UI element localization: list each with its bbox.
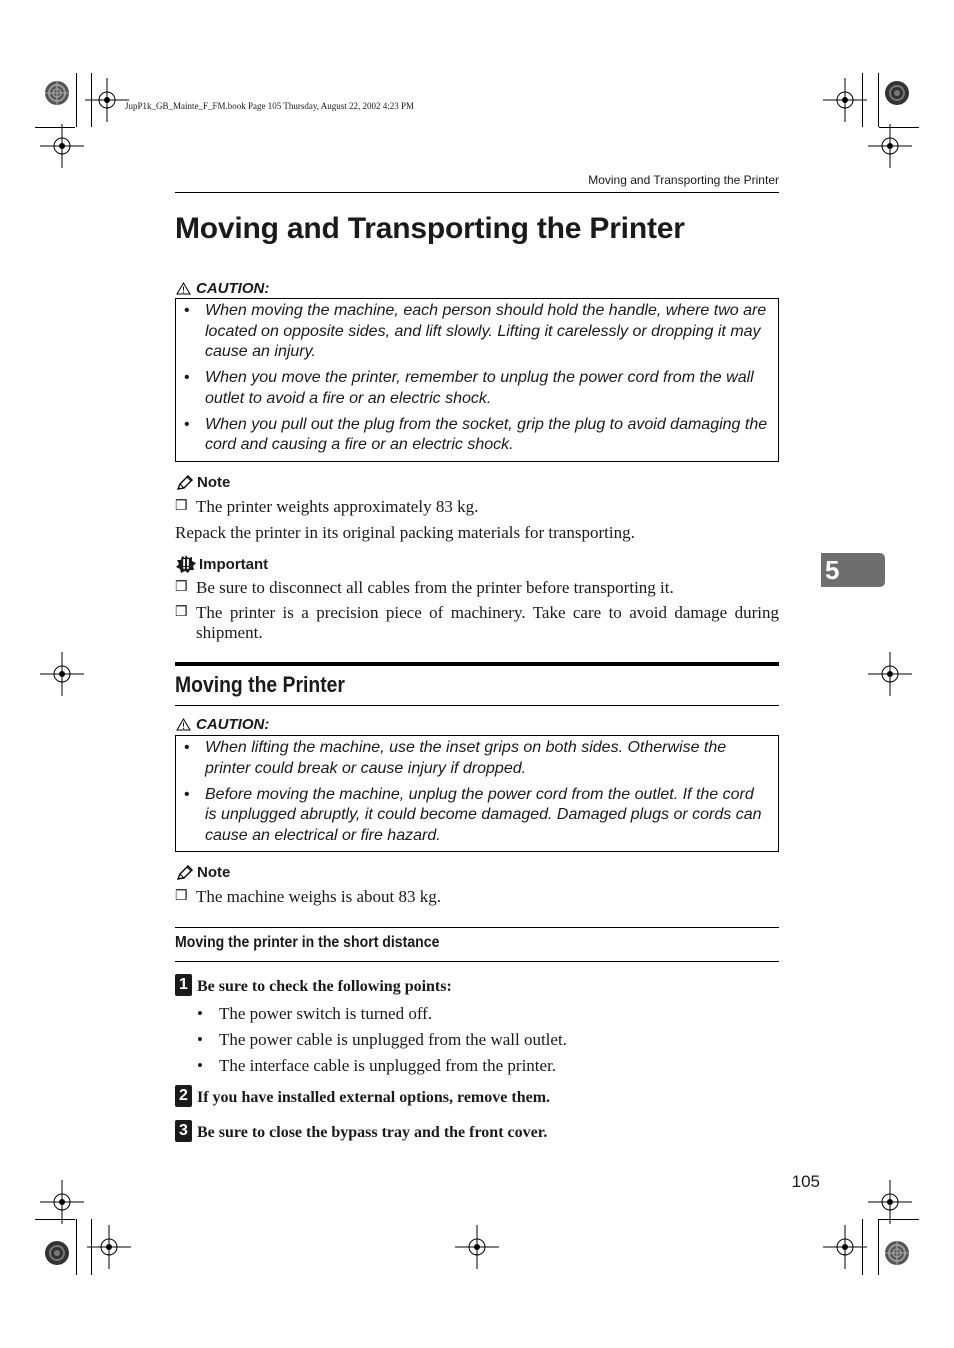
note-label [176,474,230,491]
caution-label [176,280,269,297]
note-item-text: The machine weighs is about 83 kg. [196,887,442,906]
header-rule [175,192,779,193]
crosshair-icon [868,652,912,696]
important-label [176,555,268,573]
important-item-text: The printer is a precision piece of machinery. Take care to avoid damage during shipment. [196,603,779,642]
caution-box [175,298,779,462]
crosshair-icon [455,1225,499,1269]
crosshair-icon [87,1225,131,1269]
caution-box [175,735,779,852]
checkbox-icon: ❒ [175,605,188,620]
warning-triangle-icon [176,718,191,731]
caution-item-text: When lifting the machine, use the inset grips on both sides. Otherwise the printer could break or cause injury if dropped. [205,739,727,777]
bullet: • [184,369,190,386]
crosshair-icon [40,124,84,168]
checkbox-icon: ❒ [175,580,188,595]
caution-item-text: When moving the machine, each person should hold the handle, where two are located on opposite sides, and lift slowly. Lifting it carelessly or dropping it may cause an injury. [205,302,767,360]
crosshair-icon [823,1225,867,1269]
section-rule [175,662,779,666]
step-3 [175,1120,547,1142]
section-rule [175,705,779,706]
bullet: • [184,302,190,319]
pencil-icon [176,475,194,491]
step-number-badge: 3 [175,1120,192,1142]
bullet: • [197,1004,203,1023]
note-item [175,497,779,517]
checkbox-icon: ❒ [175,499,188,514]
checkbox-icon: ❒ [175,889,188,904]
important-item [175,603,779,643]
note-label [176,864,230,881]
step-text: Be sure to close the bypass tray and the front cover. [197,1124,548,1141]
step-number-badge: 1 [175,974,192,996]
caution-item [184,785,768,847]
crosshair-icon [40,652,84,696]
registration-disc-icon [44,80,70,106]
step-bullet-text: The interface cable is unplugged from the printer. [219,1056,557,1075]
crosshair-icon [85,78,129,122]
page-number: 105 [791,1172,820,1191]
caution-item [184,738,768,779]
running-header: Moving and Transporting the Printer [588,173,779,187]
step-bullet-item [197,1004,432,1024]
caution-item [184,368,768,409]
page-title: Moving and Transporting the Printer [175,212,685,245]
step-bullet-text: The power switch is turned off. [219,1004,433,1023]
pencil-icon [176,865,194,881]
bullet: • [184,739,190,756]
bullet: • [184,785,190,803]
important-item-text: Be sure to disconnect all cables from the printer before transporting it. [196,578,674,597]
note-item-text: The printer weights approximately 83 kg. [196,497,479,516]
note-label-text: Note [197,474,231,491]
step-2 [175,1085,550,1107]
step-bullet-item [197,1056,556,1076]
section-title: Moving the Printer [175,672,345,697]
registration-disc-icon [884,80,910,106]
step-1 [175,974,452,996]
bullet: • [184,415,190,433]
caution-label [176,716,269,733]
step-bullet-text: The power cable is unplugged from the wall outlet. [219,1030,567,1049]
step-text: Be sure to check the following points: [197,978,452,995]
repack-paragraph: Repack the printer in its original packing materials for transporting. [175,523,635,542]
crosshair-icon [868,1180,912,1224]
subsection-rule [175,927,779,928]
bullet: • [197,1056,203,1075]
caution-label-text: CAUTION: [196,280,270,297]
note-label-text: Note [197,864,231,881]
important-item [175,578,779,598]
book-info-line: JupP1k_GB_Mainte_F_FM.book Page 105 Thursday, August 22, 2002 4:23 PM [125,101,415,111]
caution-item [184,301,768,363]
important-badge-icon [176,555,196,573]
chapter-tab: 5 [821,553,885,587]
important-label-text: Important [199,555,269,573]
subsection-title: Moving the printer in the short distance [175,934,440,951]
crosshair-icon [40,1180,84,1224]
caution-item-text: Before moving the machine, unplug the power cord from the outlet. If the cord is unplugged abruptly, it could become damaged. Damaged plugs or cords can cause an electrical or fire hazard. [205,785,762,844]
crosshair-icon [823,78,867,122]
caution-item-text: When you move the printer, remember to unplug the power cord from the wall outlet to avoid a fire or an electric shock. [205,369,754,407]
caution-label-text: CAUTION: [196,716,270,733]
caution-item-text: When you pull out the plug from the socket, grip the plug to avoid damaging the cord and causing a fire or an electric shock. [205,415,768,453]
warning-triangle-icon [176,282,191,295]
step-number-badge: 2 [175,1085,192,1107]
caution-item [184,415,768,456]
note-item [175,887,779,907]
crosshair-icon [868,124,912,168]
subsection-rule [175,961,779,962]
registration-disc-icon [884,1240,910,1266]
bullet: • [197,1030,203,1049]
registration-disc-icon [44,1240,70,1266]
step-text: If you have installed external options, remove them. [197,1089,551,1106]
step-bullet-item [197,1030,567,1050]
